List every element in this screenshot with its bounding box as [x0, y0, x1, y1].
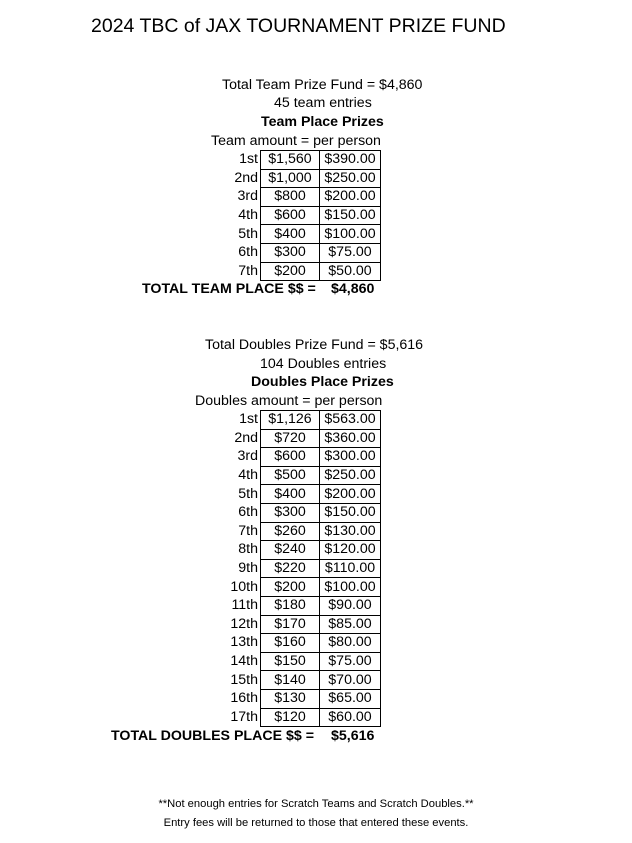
amount-cell: $120 — [261, 708, 320, 727]
place-cell: 6th — [238, 504, 258, 521]
table-row — [209, 151, 381, 170]
per-person-cell: $75.00 — [320, 243, 381, 262]
per-person-cell: $50.00 — [320, 262, 381, 281]
table-row — [209, 448, 381, 467]
per-person-cell: $80.00 — [320, 634, 381, 653]
amount-cell: $720 — [261, 429, 320, 448]
table-row — [209, 578, 381, 597]
table-row — [209, 411, 381, 430]
place-cell: 13th — [230, 634, 258, 651]
per-person-cell: $90.00 — [320, 596, 381, 615]
amount-cell: $160 — [261, 634, 320, 653]
amount-cell: $300 — [261, 243, 320, 262]
table-row — [209, 262, 381, 281]
place-cell: 9th — [238, 560, 258, 577]
doubles-fund-line: Total Doubles Prize Fund = $5,616 — [205, 337, 424, 353]
per-person-cell: $250.00 — [320, 169, 381, 188]
per-person-cell: $250.00 — [320, 466, 381, 485]
amount-cell: $240 — [261, 541, 320, 560]
place-cell: 3rd — [237, 448, 258, 465]
place-cell: 17th — [230, 708, 258, 725]
team-prize-table — [209, 150, 381, 281]
place-cell: 14th — [230, 653, 258, 670]
footnote-line-2: Entry fees will be returned to those that entered these events. — [163, 817, 469, 829]
place-cell: 5th — [238, 225, 258, 242]
table-row — [209, 485, 381, 504]
per-person-cell: $75.00 — [320, 652, 381, 671]
doubles-entries-line: 104 Doubles entries — [260, 356, 387, 372]
place-cell: 8th — [238, 541, 258, 558]
footnote-line-1: **Not enough entries for Scratch Teams and Scratch Doubles.** — [158, 798, 474, 810]
place-cell: 1st — [239, 151, 258, 168]
amount-cell: $220 — [261, 559, 320, 578]
doubles-total-label: TOTAL DOUBLES PLACE $$ = — [111, 728, 314, 744]
table-row — [209, 429, 381, 448]
amount-cell: $170 — [261, 615, 320, 634]
place-cell: 2nd — [234, 429, 258, 446]
place-cell: 3rd — [237, 188, 258, 205]
per-person-cell: $200.00 — [320, 485, 381, 504]
doubles-total-value: $5,616 — [331, 728, 375, 744]
team-heading: Team Place Prizes — [261, 114, 384, 130]
amount-cell: $1,000 — [261, 169, 320, 188]
per-person-cell: $130.00 — [320, 522, 381, 541]
team-entries-line: 45 team entries — [274, 95, 372, 111]
per-person-cell: $85.00 — [320, 615, 381, 634]
table-row — [209, 671, 381, 690]
place-cell: 5th — [238, 485, 258, 502]
amount-cell: $200 — [261, 262, 320, 281]
table-row — [209, 596, 381, 615]
per-person-cell: $300.00 — [320, 448, 381, 467]
table-row — [209, 689, 381, 708]
table-row — [209, 708, 381, 727]
per-person-cell: $100.00 — [320, 578, 381, 597]
amount-cell: $600 — [261, 448, 320, 467]
per-person-cell: $120.00 — [320, 541, 381, 560]
per-person-cell: $150.00 — [320, 206, 381, 225]
place-cell: 12th — [230, 615, 258, 632]
amount-cell: $180 — [261, 596, 320, 615]
place-cell: 4th — [238, 467, 258, 484]
amount-cell: $400 — [261, 485, 320, 504]
amount-cell: $200 — [261, 578, 320, 597]
amount-cell: $260 — [261, 522, 320, 541]
amount-cell: $800 — [261, 188, 320, 207]
place-cell: 7th — [238, 262, 258, 279]
amount-cell: $300 — [261, 503, 320, 522]
table-row — [209, 652, 381, 671]
amount-cell: $1,126 — [261, 411, 320, 430]
place-cell: 10th — [230, 578, 258, 595]
amount-cell: $140 — [261, 671, 320, 690]
amount-cell: $130 — [261, 689, 320, 708]
per-person-cell: $110.00 — [320, 559, 381, 578]
place-cell: 16th — [230, 690, 258, 707]
per-person-cell: $360.00 — [320, 429, 381, 448]
doubles-heading: Doubles Place Prizes — [251, 374, 394, 390]
place-cell: 1st — [239, 411, 258, 428]
table-row — [209, 615, 381, 634]
place-cell: 15th — [230, 671, 258, 688]
table-row — [209, 243, 381, 262]
team-total-value: $4,860 — [331, 281, 375, 297]
table-row — [209, 503, 381, 522]
amount-cell: $500 — [261, 466, 320, 485]
page-title: 2024 TBC of JAX TOURNAMENT PRIZE FUND — [91, 15, 506, 37]
doubles-prize-table — [209, 410, 381, 727]
per-person-cell: $100.00 — [320, 225, 381, 244]
table-row — [209, 522, 381, 541]
table-row — [209, 169, 381, 188]
place-cell: 6th — [238, 244, 258, 261]
per-person-cell: $390.00 — [320, 151, 381, 170]
table-row — [209, 206, 381, 225]
table-row — [209, 634, 381, 653]
place-cell: 2nd — [234, 169, 258, 186]
table-row — [209, 541, 381, 560]
table-row — [209, 466, 381, 485]
amount-cell: $150 — [261, 652, 320, 671]
table-row — [209, 559, 381, 578]
place-cell: 4th — [238, 207, 258, 224]
per-person-cell: $563.00 — [320, 411, 381, 430]
per-person-cell: $65.00 — [320, 689, 381, 708]
per-person-cell: $200.00 — [320, 188, 381, 207]
table-row — [209, 188, 381, 207]
table-row — [209, 225, 381, 244]
amount-cell: $1,560 — [261, 151, 320, 170]
amount-cell: $600 — [261, 206, 320, 225]
per-person-cell: $70.00 — [320, 671, 381, 690]
place-cell: 11th — [231, 597, 258, 614]
amount-cell: $400 — [261, 225, 320, 244]
doubles-column-header: Doubles amount = per person — [195, 393, 383, 409]
per-person-cell: $150.00 — [320, 503, 381, 522]
place-cell: 7th — [238, 522, 258, 539]
team-fund-line: Total Team Prize Fund = $4,860 — [222, 77, 423, 93]
per-person-cell: $60.00 — [320, 708, 381, 727]
team-column-header: Team amount = per person — [211, 133, 381, 149]
team-total-label: TOTAL TEAM PLACE $$ = — [142, 281, 316, 297]
